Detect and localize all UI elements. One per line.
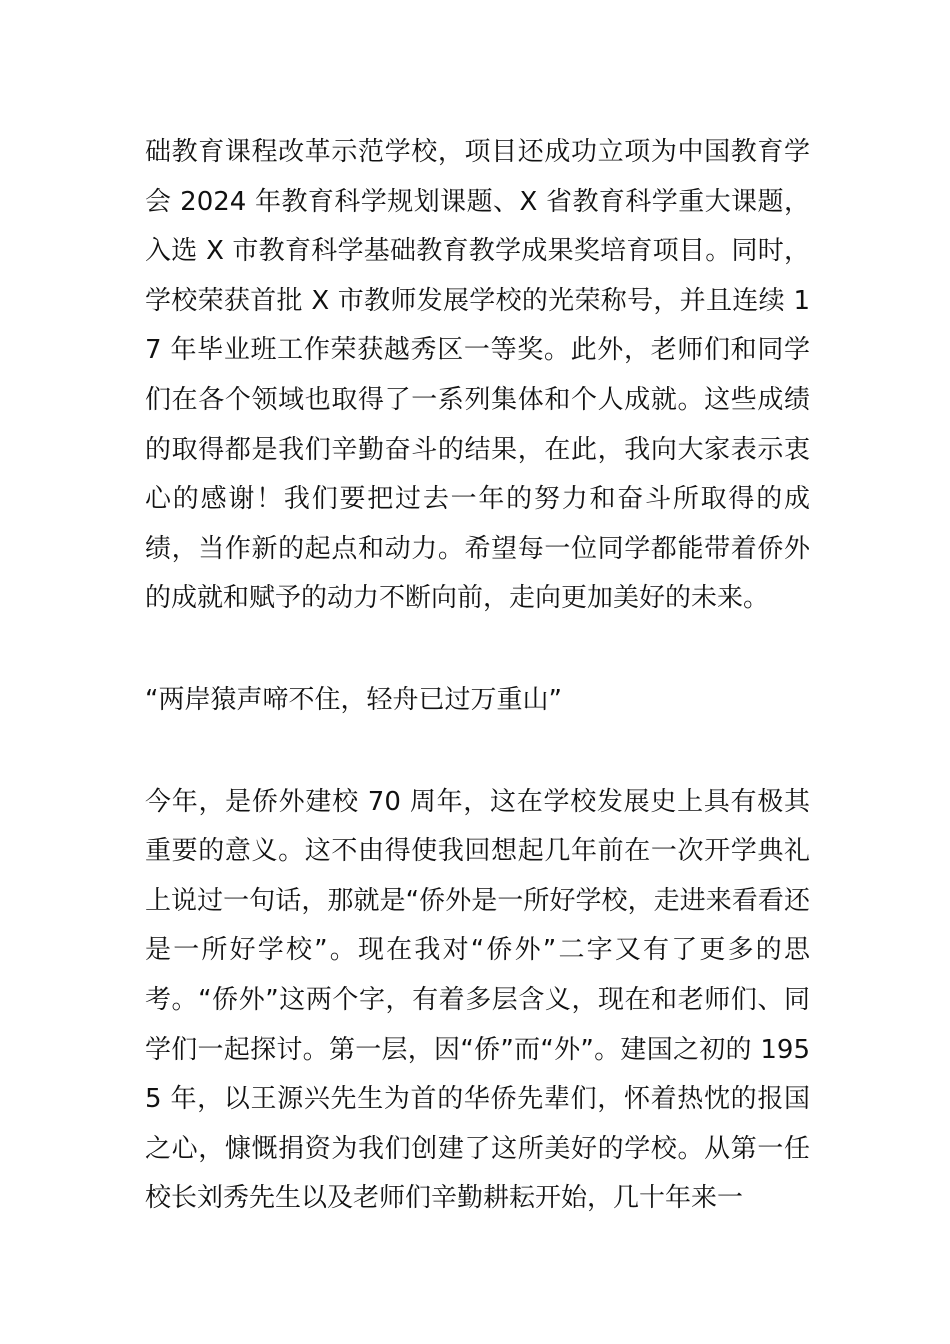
- body-paragraph-1: 础教育课程改革示范学校，项目还成功立项为中国教育学会 2024 年教育科学规划课题、X 省教育科学重大课题，入选 X 市教育科学基础教育教学成果奖培育项目。同时，学校荣获首批 X 市教师发展学校的光荣称号，并且连续 17 年毕业班工作荣获越秀区一等奖。此外，老师们和同学们在各个领域也取得了一系列集体和个人成就。这些成绩的取得都是我们辛勤奋斗的结果，在此，我向大家表示衷心的感谢！我们要把过去一年的努力和奋斗所取得的成绩，当作新的起点和动力。希望每一位同学都能带着侨外的成就和赋予的动力不断向前，走向更加美好的未来。: [145, 137, 810, 614]
- document-page: [145, 128, 810, 1224]
- paragraph-spacer: [145, 726, 810, 778]
- body-paragraph-2: 今年，是侨外建校 70 周年，这在学校发展史上具有极其重要的意义。这不由得使我回想起几年前在一次开学典礼上说过一句话，那就是“侨外是一所好学校，走进来看看还是一所好学校”。现在我对“侨外”二字又有了更多的思考。“侨外”这两个字，有着多层含义，现在和老师们、同学们一起探讨。第一层，因“侨”而“外”。建国之初的 1955 年，以王源兴先生为首的华侨先辈们，怀着热忱的报国之心，慷慨捐资为我们创建了这所美好的学校。从第一任校长刘秀先生以及老师们辛勤耕耘开始，几十年来一: [145, 786, 810, 1214]
- quote-heading: “两岸猿声啼不住，轻舟已过万重山”: [145, 684, 562, 715]
- paragraph-spacer: [145, 624, 810, 676]
